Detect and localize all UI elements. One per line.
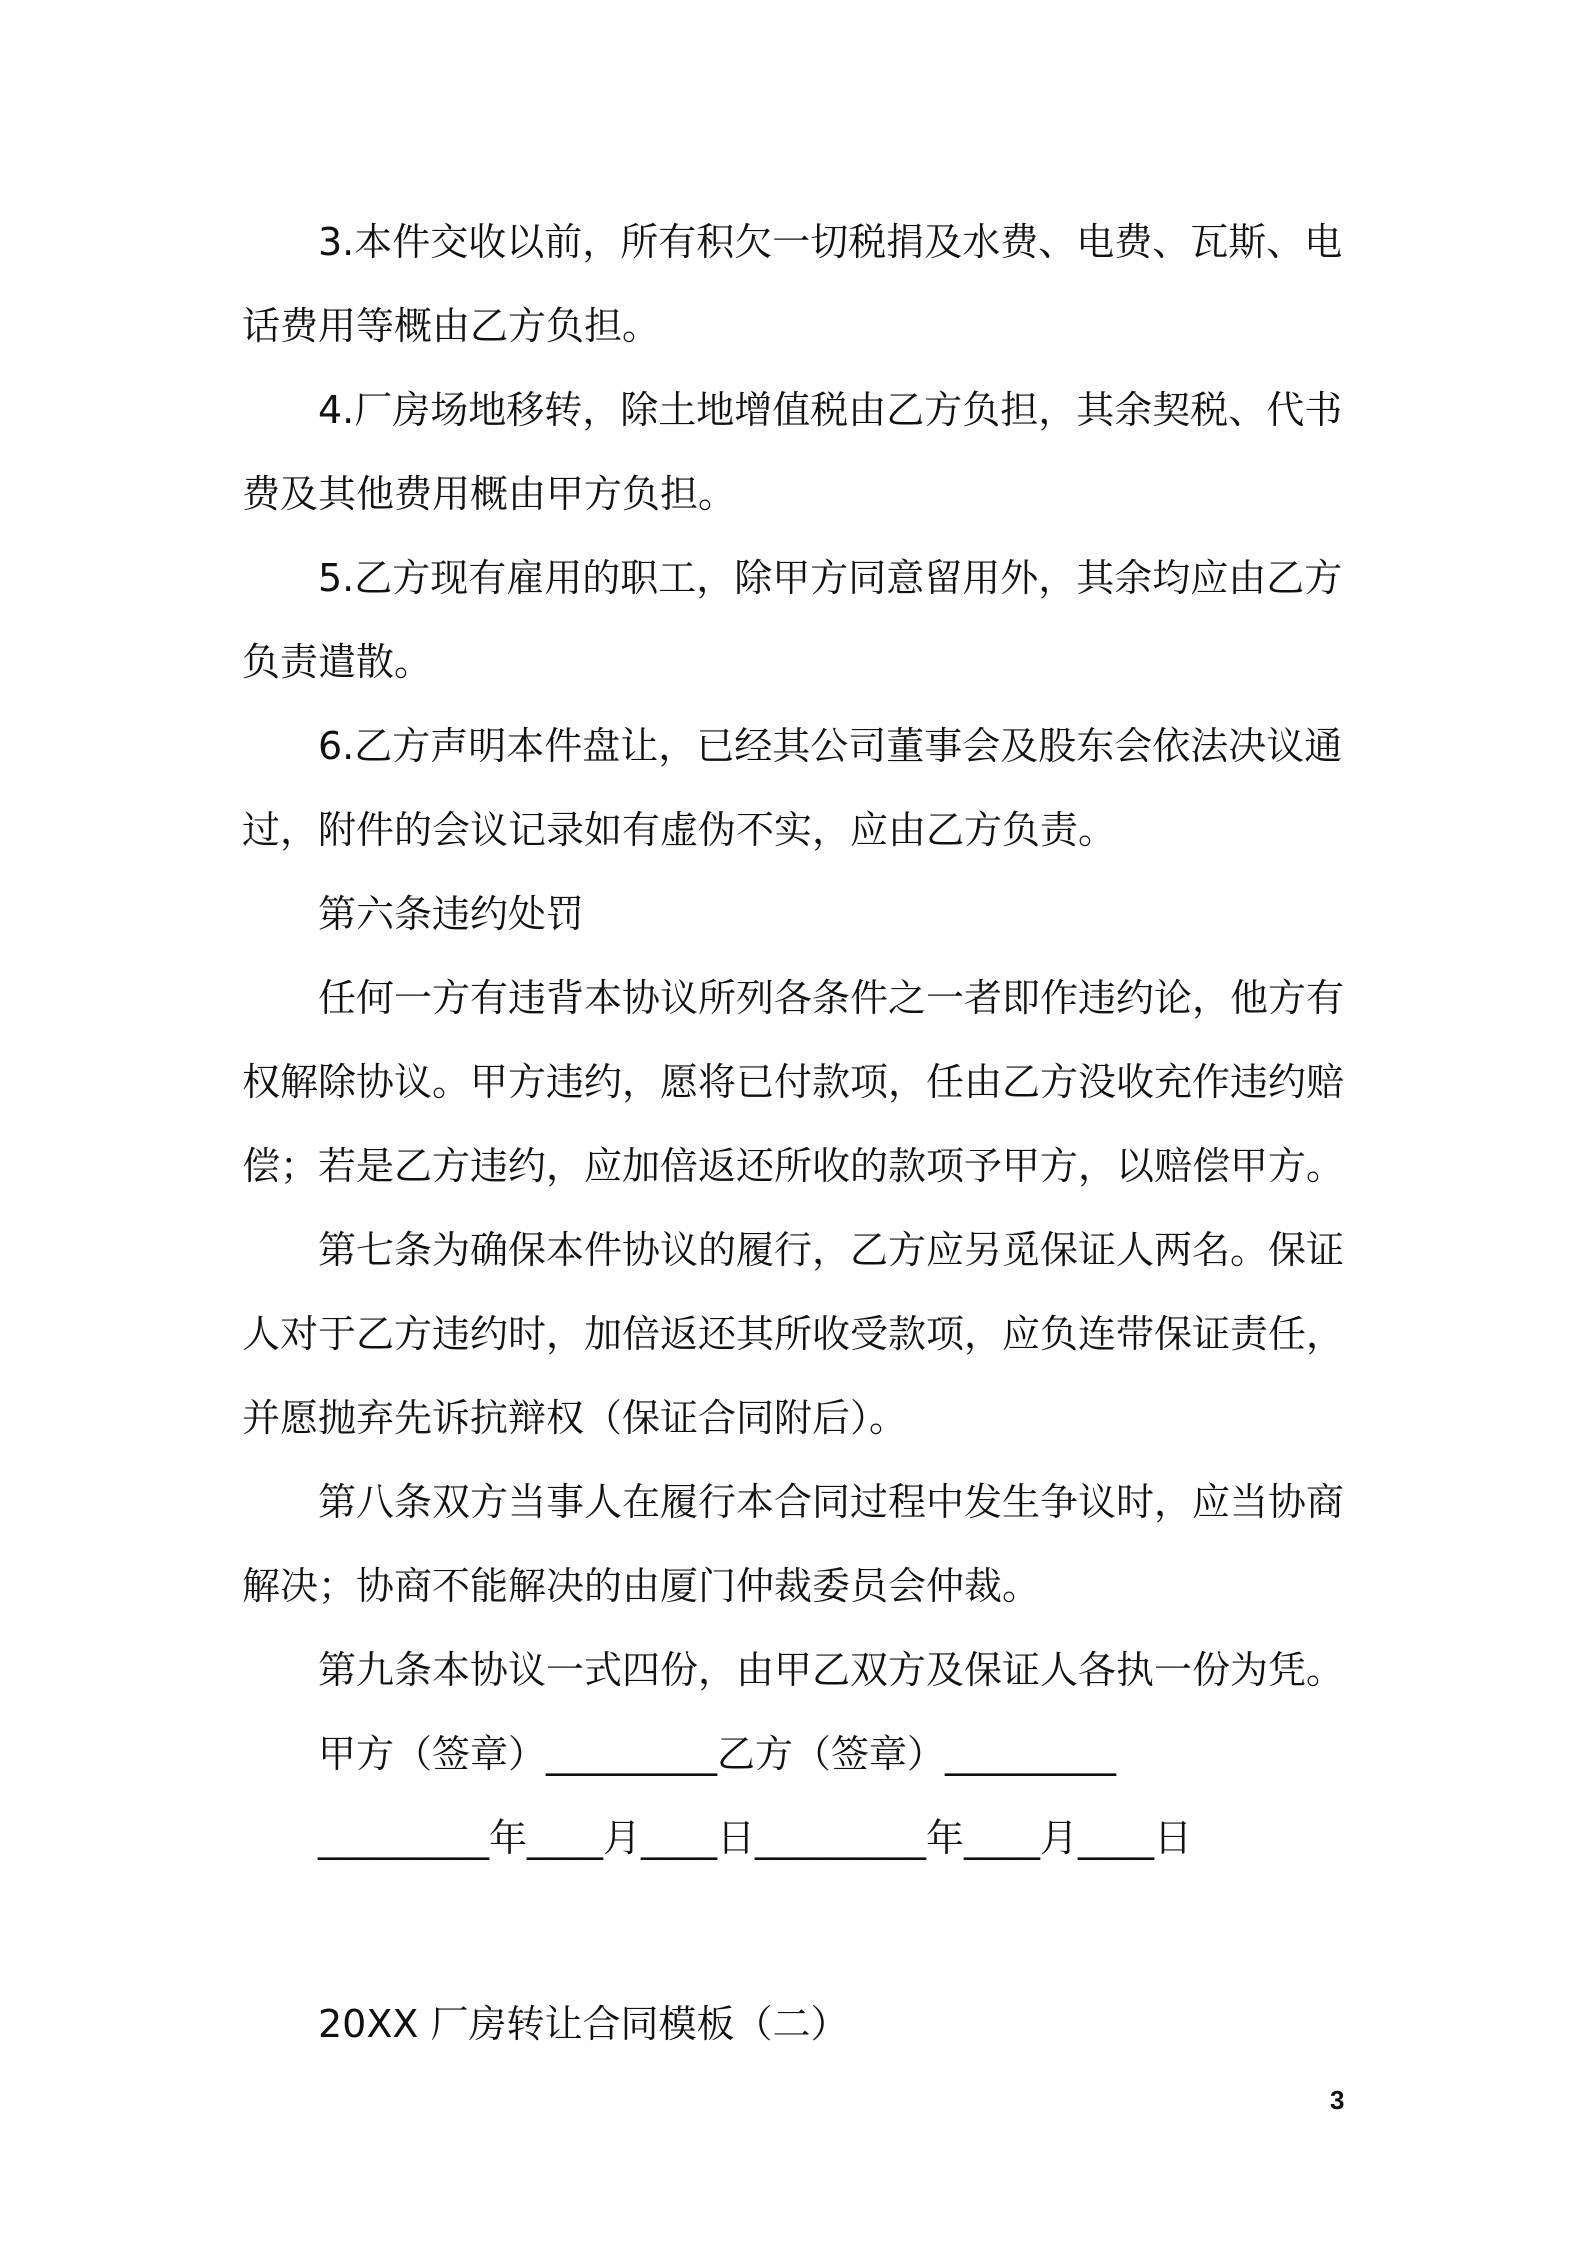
clause-5-employees: 5.乙方现有雇用的职工，除甲方同意留用外，其余均应由乙方负责遣散。 [242,556,1343,684]
clause-4-transfer-fees: 4.厂房场地移转，除土地增值税由乙方负担，其余契税、代书费及其他费用概由甲方负担。 [242,388,1343,516]
article-6-breach-penalty: 任何一方有违背本协议所列各条件之一者即作违约论，他方有权解除协议。甲方违约，愿将已付款项，任由乙方没收充作违约赔偿；若是乙方违约，应加倍返还所收的款项予甲方，以赔偿甲方。 [242,976,1345,1188]
page-number: 3 [1330,2085,1345,2115]
signature-line: 甲方（签章）_________乙方（签章）_________ [318,1732,1117,1776]
article-6-heading: 第六条违约处罚 [318,892,585,936]
document-body [242,200,1372,2066]
clause-6-board-resolution: 6.乙方声明本件盘让，已经其公司董事会及股东会依法决议通过，附件的会议记录如有虚伪不实，应由乙方负责。 [242,724,1343,852]
section-title: 20XX 厂房转让合同模板（二） [318,2002,849,2046]
article-7-guarantors: 第七条为确保本件协议的履行，乙方应另觅保证人两名。保证人对于乙方违约时，加倍返还其所收受款项，应负连带保证责任，并愿抛弃先诉抗辩权（保证合同附后）。 [242,1228,1345,1440]
article-9-copies: 第九条本协议一式四份，由甲乙双方及保证人各执一份为凭。 [318,1648,1345,1692]
clause-3-taxes-utilities: 3.本件交收以前，所有积欠一切税捐及水费、电费、瓦斯、电话费用等概由乙方负担。 [242,220,1343,348]
date-line: _________年____月____日_________年____月____日 [318,1816,1193,1860]
article-8-dispute-resolution: 第八条双方当事人在履行本合同过程中发生争议时，应当协商解决；协商不能解决的由厦门仲裁委员会仲裁。 [242,1480,1345,1608]
